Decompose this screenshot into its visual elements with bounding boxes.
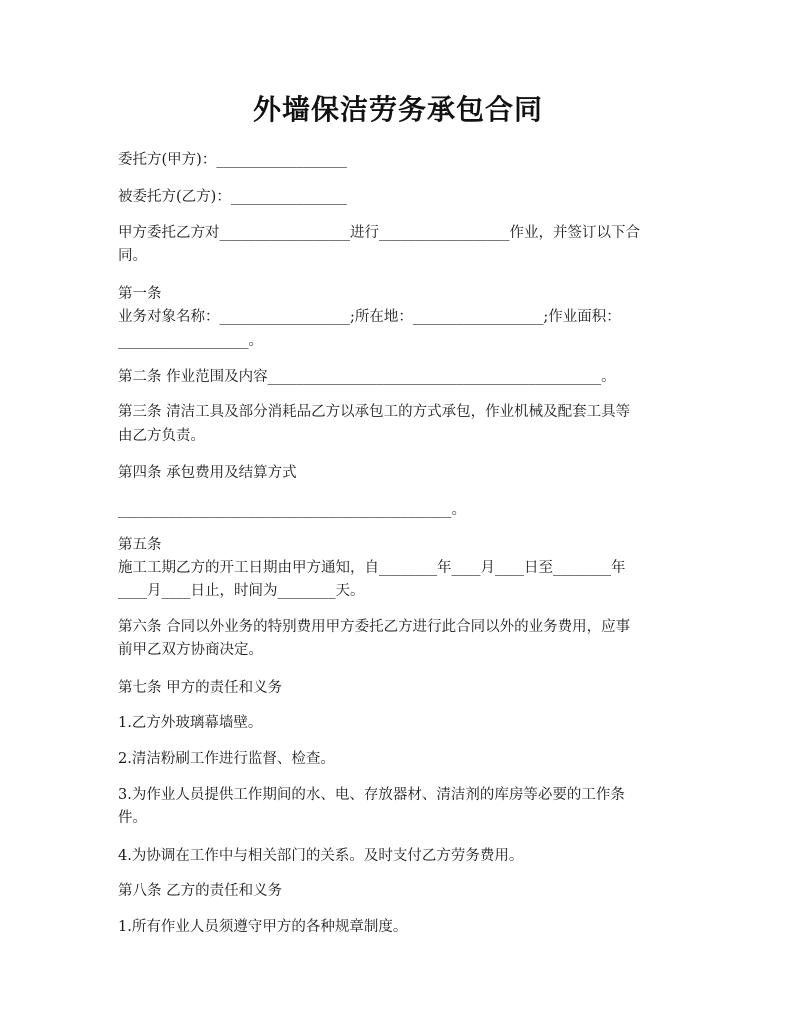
article-7-heading: 第七条 甲方的责任和义务: [118, 680, 283, 696]
article-4-blank: ______________________________________________。: [118, 502, 466, 518]
article-6-line-1: 第六条 合同以外业务的特别费用甲方委托乙方进行此合同以外的业务费用，应事: [118, 619, 631, 635]
document-title: 外墙保洁劳务承包合同: [252, 93, 543, 126]
article-1-line-1: 业务对象名称：__________________;所在地：__________________;作业面积：: [118, 309, 621, 325]
article-6-line-2: 前甲乙双方协商决定。: [118, 642, 263, 658]
article-8-heading: 第八条 乙方的责任和义务: [118, 883, 283, 899]
article-7-item-3-line-2: 件。: [118, 810, 147, 826]
article-7-item-4: 4.为协调在工作中与相关部门的关系。及时支付乙方劳务费用。: [118, 848, 524, 864]
intro-line-1: 甲方委托乙方对__________________进行__________________作业，并签订以下合: [118, 225, 640, 241]
article-3-line-1: 第三条 清洁工具及部分消耗品乙方以承包工的方式承包，作业机械及配套工具等: [118, 404, 631, 420]
article-7-item-2: 2.清洁粉刷工作进行监督、检查。: [118, 751, 335, 767]
party-b-line: 被委托方(乙方)：________________: [118, 189, 347, 205]
article-5-line-1: 施工工期乙方的开工日期由甲方通知，自________年____月____日至________年: [118, 560, 626, 576]
article-5-line-2: ____月____日止，时间为________天。: [118, 583, 365, 599]
article-8-item-1: 1.所有作业人员须遵守甲方的各种规章制度。: [118, 919, 408, 935]
article-7-item-3-line-1: 3.为作业人员提供工作期间的水、电、存放器材、清洁剂的库房等必要的工作条: [118, 787, 625, 803]
article-1-line-2: __________________。: [118, 333, 263, 349]
intro-line-2: 同。: [118, 248, 147, 264]
article-4-heading: 第四条 承包费用及结算方式: [118, 465, 297, 481]
article-1-heading: 第一条: [118, 286, 162, 302]
article-3-line-2: 由乙方负责。: [118, 428, 205, 444]
article-7-item-1: 1.乙方外玻璃幕墙壁。: [118, 715, 263, 731]
article-5-heading: 第五条: [118, 537, 162, 553]
party-a-line: 委托方(甲方)：__________________: [118, 152, 347, 168]
article-2: 第二条 作业范围及内容______________________________________________。: [118, 369, 616, 385]
